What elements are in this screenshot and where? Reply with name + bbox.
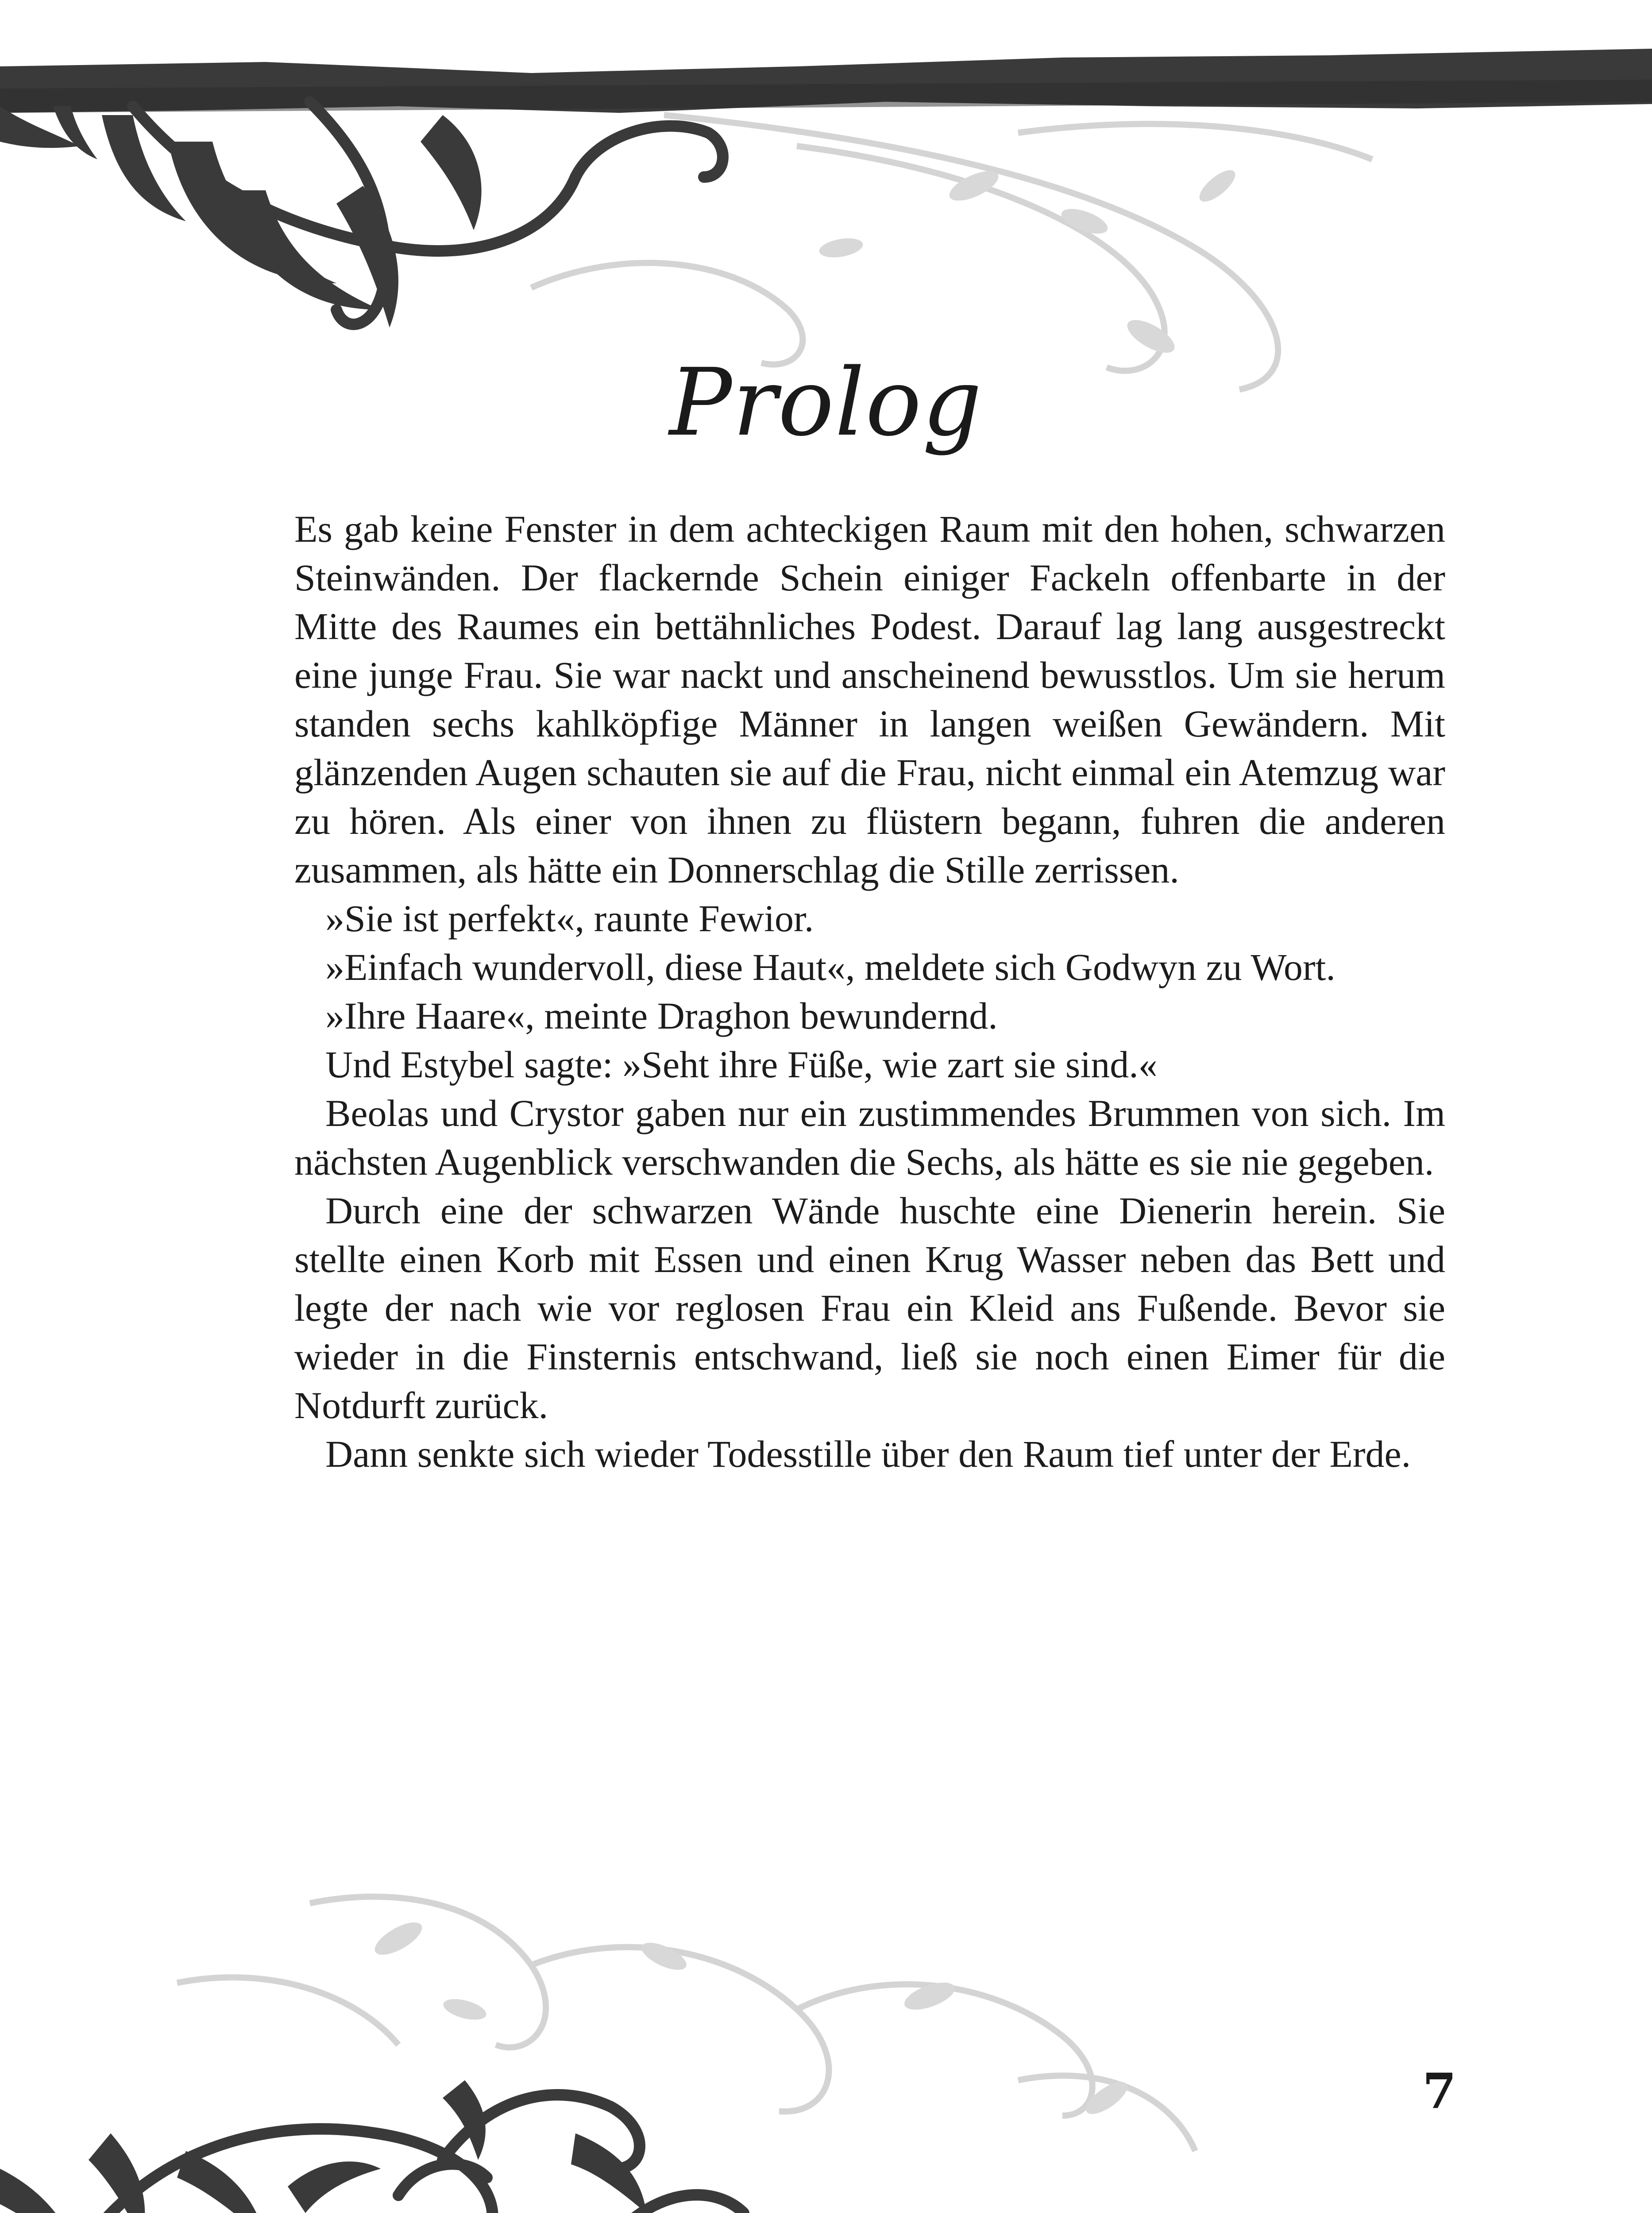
paragraph: Durch eine der schwarzen Wände huschte eine Dienerin herein. Sie stellte einen Korb mit Essen und einen Krug Wasser neben das Bett und legte der nach wie vor reglosen Frau ein Kleid ans Fußende. Bevor sie wieder in die Finsternis entschwand, ließ sie noch einen Eimer für die Notdurft zurück. [294,1189,1445,1426]
top-ornament [0,0,1652,398]
light-leaves-bottom [370,1916,1132,2120]
paragraph: »Sie ist perfekt«, raunte Fewior. [325,897,814,940]
paragraph: »Einfach wundervoll, diese Haut«, meldete sich Godwyn zu Wort. [325,946,1335,988]
paragraph: Beolas und Crystor gaben nur ein zustimmendes Brummen von sich. Im nächsten Augenblick verschwanden die Sechs, als hätte es sie nie gegeben. [294,1092,1445,1183]
paragraph: »Ihre Haare«, meinte Draghon bewundernd. [325,995,998,1037]
page-number: 7 [1422,2063,1456,2120]
paragraph: Dann senkte sich wieder Todesstille über den Raum tief unter der Erde. [325,1433,1411,1475]
paragraph: Und Estybel sagte: »Seht ihre Füße, wie zart sie sind.« [325,1043,1158,1086]
light-leaves-top [818,165,1240,359]
light-swirls-bottom [177,1897,1195,2151]
chapter-title: Prolog [669,348,983,457]
paragraph: Es gab keine Fenster in dem achteckigen Raum mit den hohen, schwarzen Steinwänden. Der flackernde Schein einiger Fackeln offenbarte in der Mitte des Raumes ein bettähnliches Podest. Darauf lag lang ausgestreckt eine junge Frau. Sie war nackt und anscheinend bewusstlos. Um sie herum standen sechs kahlköpfige Männer in langen weißen Gewändern. Mit glänzenden Augen schauten sie auf die Frau, nicht einmal ein Atemzug war zu hören. Als einer von ihnen zu flüstern begann, fuhren die anderen zusammen, als hätte ein Donnerschlag die Stille zerrissen. [294,508,1445,891]
chapter-body [294,505,1445,1478]
dark-leaves-top [53,106,482,328]
bottom-ornament [0,1850,1652,2213]
